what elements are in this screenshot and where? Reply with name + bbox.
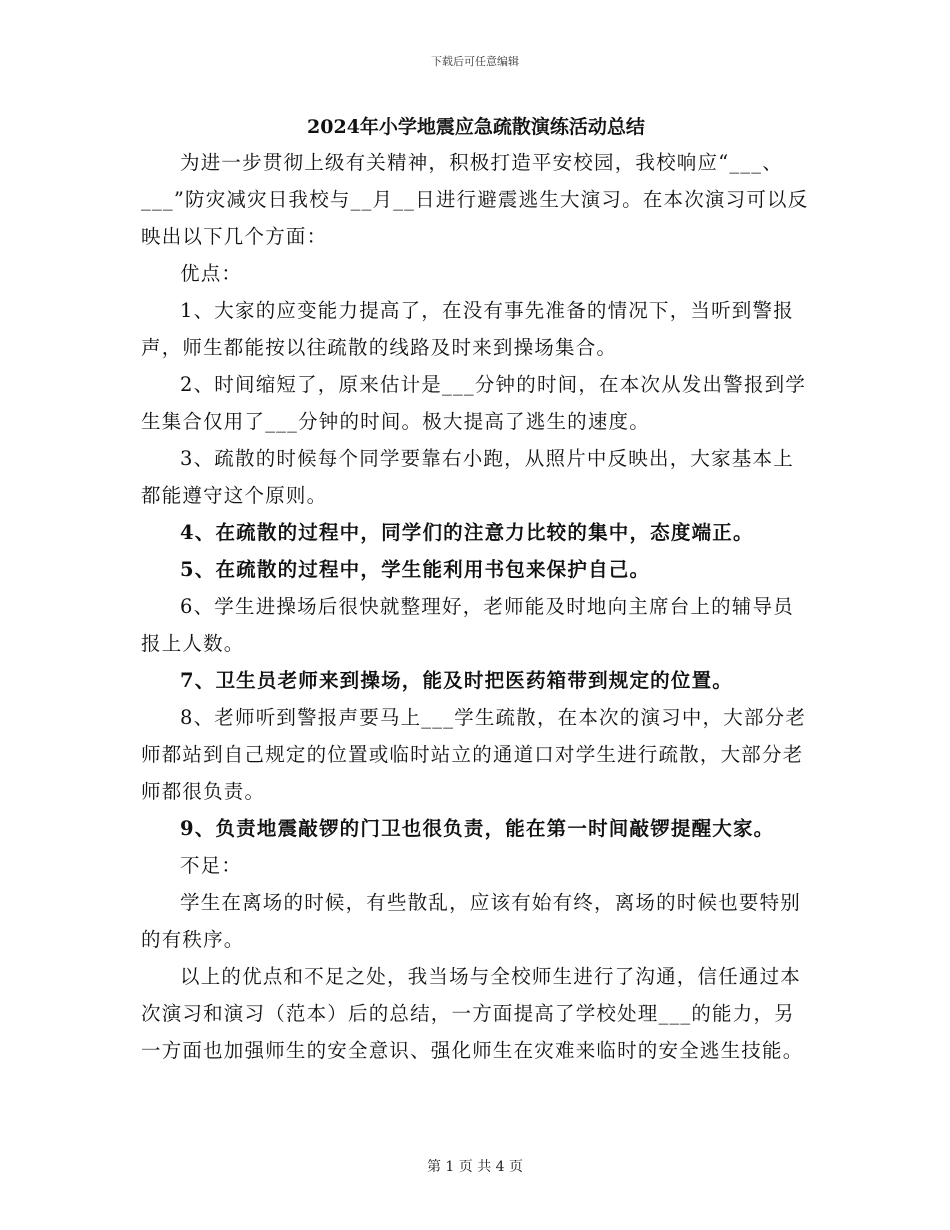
paragraph: 8、老师听到警报声要马上___学生疏散，在本次的演习中，大部分老师都站到自己规定的位置或临时站立的通道口对学生进行疏散，大部分老师都很负责。	[141, 706, 807, 803]
header-note: 下载后可任意编辑	[431, 55, 519, 68]
paragraph: 2、时间缩短了，原来估计是___分钟的时间，在本次从发出警报到学生集合仅用了___分钟的时间。极大提高了逃生的速度。	[141, 373, 807, 433]
page-number: 第 1 页 共 4 页	[426, 1159, 524, 1175]
paragraph: 6、学生进操场后很快就整理好，老师能及时地向主席台上的辅导员报上人数。	[141, 595, 794, 655]
document-title: 2024年小学地震应急疏散演练活动总结	[307, 116, 645, 138]
paragraph: 7、卫生员老师来到操场，能及时把医药箱带到规定的位置。	[180, 669, 733, 692]
paragraph: 4、在疏散的过程中，同学们的注意力比较的集中，态度端正。	[180, 521, 754, 544]
paragraph: 9、负责地震敲锣的门卫也很负责，能在第一时间敲锣提醒大家。	[180, 817, 775, 840]
paragraph: 以上的优点和不足之处，我当场与全校师生进行了沟通，信任通过本次演习和演习（范本）后的总结，一方面提高了学校处理___的能力，另一方面也加强师生的安全意识、强化师生在灾难来临时的安全逃生技能。	[141, 965, 804, 1062]
document-body	[141, 112, 811, 1069]
paragraph: 5、在疏散的过程中，学生能利用书包来保护自己。	[180, 558, 651, 581]
paragraph: 3、疏散的时候每个同学要靠右小跑，从照片中反映出，大家基本上都能遵守这个原则。	[141, 447, 794, 507]
paragraph: 1、大家的应变能力提高了，在没有事先准备的情况下，当听到警报声，师生都能按以往疏散的线路及时来到操场集合。	[141, 299, 794, 359]
paragraph: 为进一步贯彻上级有关精神，积极打造平安校园，我校响应“___、___”防灾减灾日我校与__月__日进行避震逃生大演习。在本次演习可以反映出以下几个方面：	[141, 151, 809, 248]
paragraph: 不足：	[180, 854, 243, 877]
paragraph: 学生在离场的时候，有些散乱，应该有始有终，离场的时候也要特别的有秩序。	[141, 891, 802, 951]
paragraph-list	[141, 144, 811, 1069]
paragraph: 优点：	[180, 262, 243, 285]
